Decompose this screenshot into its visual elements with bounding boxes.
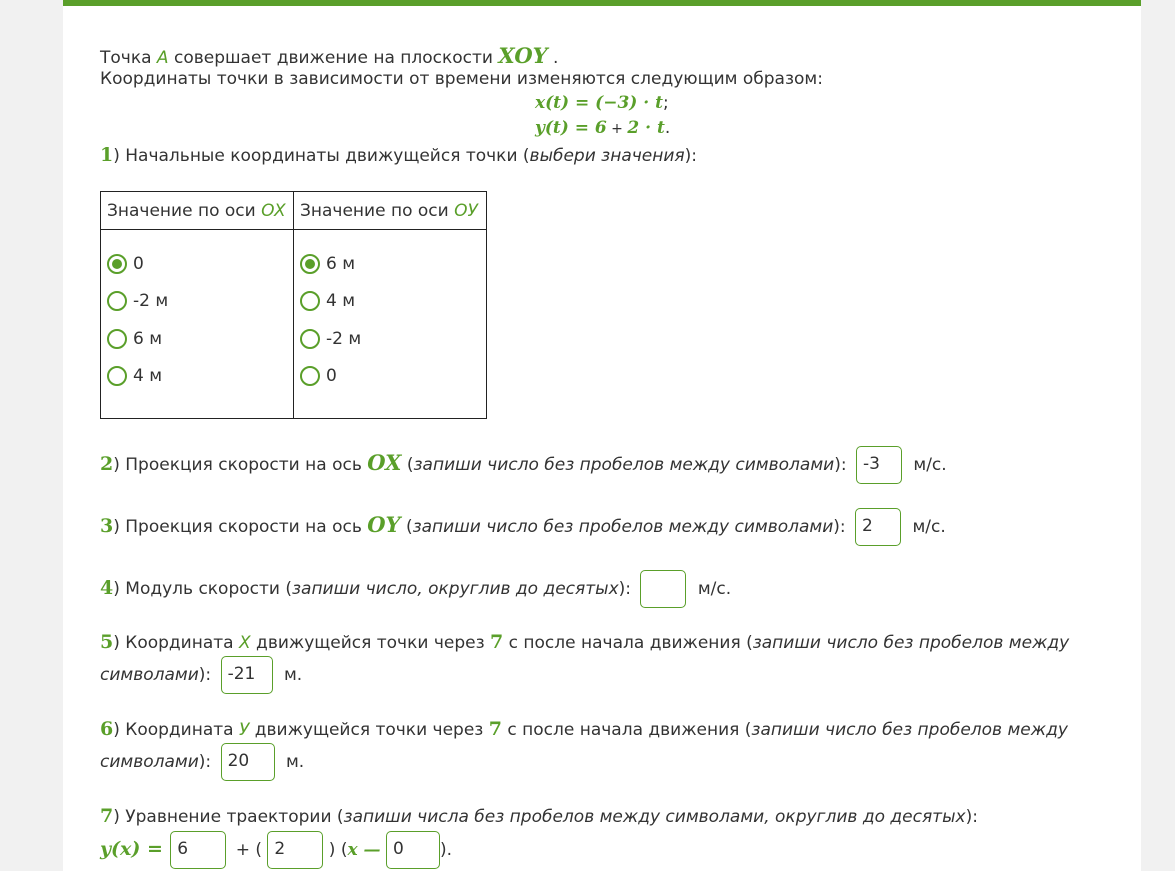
question-7 <box>100 805 978 827</box>
option-label: -2 м <box>133 291 169 312</box>
option-label: -2 м <box>326 328 362 349</box>
question-5 <box>100 631 1069 653</box>
intro-line-1 <box>100 43 558 68</box>
question-number: 5 <box>100 631 114 653</box>
equation-y-math: y(t) = 6 <box>535 118 607 138</box>
radio-option-oy[interactable] <box>300 320 486 358</box>
axis-label: OУ <box>454 200 478 221</box>
question-hint: запиши число без пробелов между <box>752 633 1070 653</box>
trajectory-offset-input[interactable]: 0 <box>386 831 440 869</box>
question-number: 3 <box>100 515 114 537</box>
equation-operator: + ( <box>235 840 262 860</box>
question-text: ) Модуль скорости ( <box>113 579 292 599</box>
coordinate-label: X <box>239 633 251 653</box>
question-5-line-2 <box>100 656 302 694</box>
option-label: 0 <box>326 366 337 387</box>
question-number: 7 <box>100 805 114 827</box>
question-text: с после начала движения ( <box>503 633 753 653</box>
time-value: 7 <box>488 718 502 740</box>
radio-icon[interactable] <box>300 329 320 349</box>
question-hint: символами <box>100 665 199 685</box>
question-text: движущейся точки через <box>250 633 491 653</box>
equation-punct: . <box>664 118 671 138</box>
column-header-oy <box>294 192 487 230</box>
unit-label: м. <box>283 665 303 685</box>
radio-icon[interactable] <box>107 366 127 386</box>
axis-label: OX <box>367 450 402 475</box>
ox-options <box>101 230 294 419</box>
radio-option-ox[interactable] <box>107 283 293 321</box>
question-6-line-2 <box>100 743 304 781</box>
question-text: ) Координата <box>113 720 239 740</box>
question-text: ) Начальные координаты движущейся точки ( <box>113 146 530 166</box>
radio-icon[interactable] <box>300 366 320 386</box>
coordinate-label: У <box>239 720 250 740</box>
question-number: 2 <box>100 453 114 475</box>
unit-label: м/с. <box>697 579 732 599</box>
plane-label: XOY <box>498 43 548 68</box>
intro-text: Точка <box>100 48 157 68</box>
question-number: 1 <box>100 144 114 166</box>
question-6 <box>100 718 1068 740</box>
equation-variable: x — <box>347 840 381 860</box>
question-2: 2) Проекция скорости на ось OX (запиши число без пробелов между символами): -3 м/с. <box>100 444 947 484</box>
question-text: движущейся точки через <box>249 720 489 740</box>
radio-icon[interactable] <box>107 291 127 311</box>
radio-option-ox[interactable] <box>107 358 293 396</box>
question-text: ): <box>198 665 212 685</box>
intro-text: совершает движение на плоскости <box>168 48 499 68</box>
question-text: ): <box>684 146 698 166</box>
question-number: 6 <box>100 718 114 740</box>
velocity-ox-input[interactable]: -3 <box>856 446 902 484</box>
task-card <box>63 0 1141 871</box>
equation-plus: + <box>606 121 628 137</box>
top-accent-bar <box>63 0 1141 6</box>
question-3: 3) Проекция скорости на ось OY (запиши число без пробелов между символами): 2 м/с. <box>100 506 946 546</box>
equation-operator: ). <box>439 840 452 860</box>
question-text: ): <box>965 807 978 827</box>
question-text: ) Проекция скорости на ось <box>113 455 368 475</box>
oy-options <box>294 230 487 419</box>
velocity-oy-input[interactable]: 2 <box>855 508 901 546</box>
equation-x <box>535 93 669 113</box>
radio-selected-icon[interactable] <box>107 254 127 274</box>
question-text: ) Уравнение траектории ( <box>113 807 344 827</box>
point-label: A <box>156 48 169 68</box>
option-label: 4 м <box>326 291 356 312</box>
equation-y <box>535 118 670 138</box>
option-label: 6 м <box>326 253 356 274</box>
radio-option-ox[interactable] <box>107 320 293 358</box>
trajectory-equation <box>100 830 452 869</box>
coordinate-x-input[interactable]: -21 <box>221 656 273 694</box>
axis-label: OX <box>261 200 286 221</box>
option-label: 6 м <box>133 328 163 349</box>
intro-line-2: Координаты точки в зависимости от времени изменяются следующим образом: <box>100 69 823 89</box>
option-label: 4 м <box>133 366 163 387</box>
initial-coordinates-table <box>100 191 487 419</box>
radio-option-ox[interactable] <box>107 245 293 283</box>
unit-label: м/с. <box>912 517 946 537</box>
question-text: ): <box>618 579 632 599</box>
question-4 <box>100 569 731 608</box>
coordinate-y-input[interactable]: 20 <box>221 743 275 781</box>
speed-magnitude-input[interactable] <box>640 570 686 608</box>
equation-punct: ; <box>662 93 669 113</box>
equation-y-math: 2 · t <box>627 118 665 138</box>
radio-icon[interactable] <box>107 329 127 349</box>
question-hint: запиши число без пробелов между символами <box>413 455 835 475</box>
question-hint: запиши число без пробелов между <box>751 720 1068 740</box>
option-label: 0 <box>133 253 144 274</box>
question-text: ): <box>198 752 212 772</box>
column-header-label: Значение по оси <box>300 200 455 221</box>
equation-operator: ) ( <box>328 840 348 860</box>
question-1 <box>100 144 697 166</box>
radio-option-oy[interactable] <box>300 358 486 396</box>
question-hint: символами <box>100 752 199 772</box>
radio-selected-icon[interactable] <box>300 254 320 274</box>
radio-option-oy[interactable] <box>300 245 486 283</box>
question-text: с после начала движения ( <box>501 720 752 740</box>
intro-text: . <box>547 48 559 68</box>
question-hint: запиши число без пробелов между символами <box>412 517 834 537</box>
question-hint: запиши число, округлив до десятых <box>291 579 619 599</box>
question-text: ) Проекция скорости на ось <box>113 517 368 537</box>
equation-lhs: y(x) = <box>100 838 163 860</box>
question-number: 4 <box>100 577 114 599</box>
trajectory-slope-input[interactable]: 2 <box>267 831 323 869</box>
trajectory-constant-input[interactable]: 6 <box>170 831 226 869</box>
radio-icon[interactable] <box>300 291 320 311</box>
column-header-ox <box>101 192 294 230</box>
radio-option-oy[interactable] <box>300 283 486 321</box>
time-value: 7 <box>490 631 504 653</box>
equation-x-math: x(t) = (−3) · t <box>535 93 663 113</box>
question-text: ) Координата <box>113 633 239 653</box>
unit-label: м/с. <box>913 455 947 475</box>
column-header-label: Значение по оси <box>107 200 262 221</box>
axis-label: OY <box>367 512 401 537</box>
question-hint: запиши числа без пробелов между символами, округлив до десятых <box>343 807 966 827</box>
question-hint: выбери значения <box>529 146 685 166</box>
unit-label: м. <box>285 752 305 772</box>
